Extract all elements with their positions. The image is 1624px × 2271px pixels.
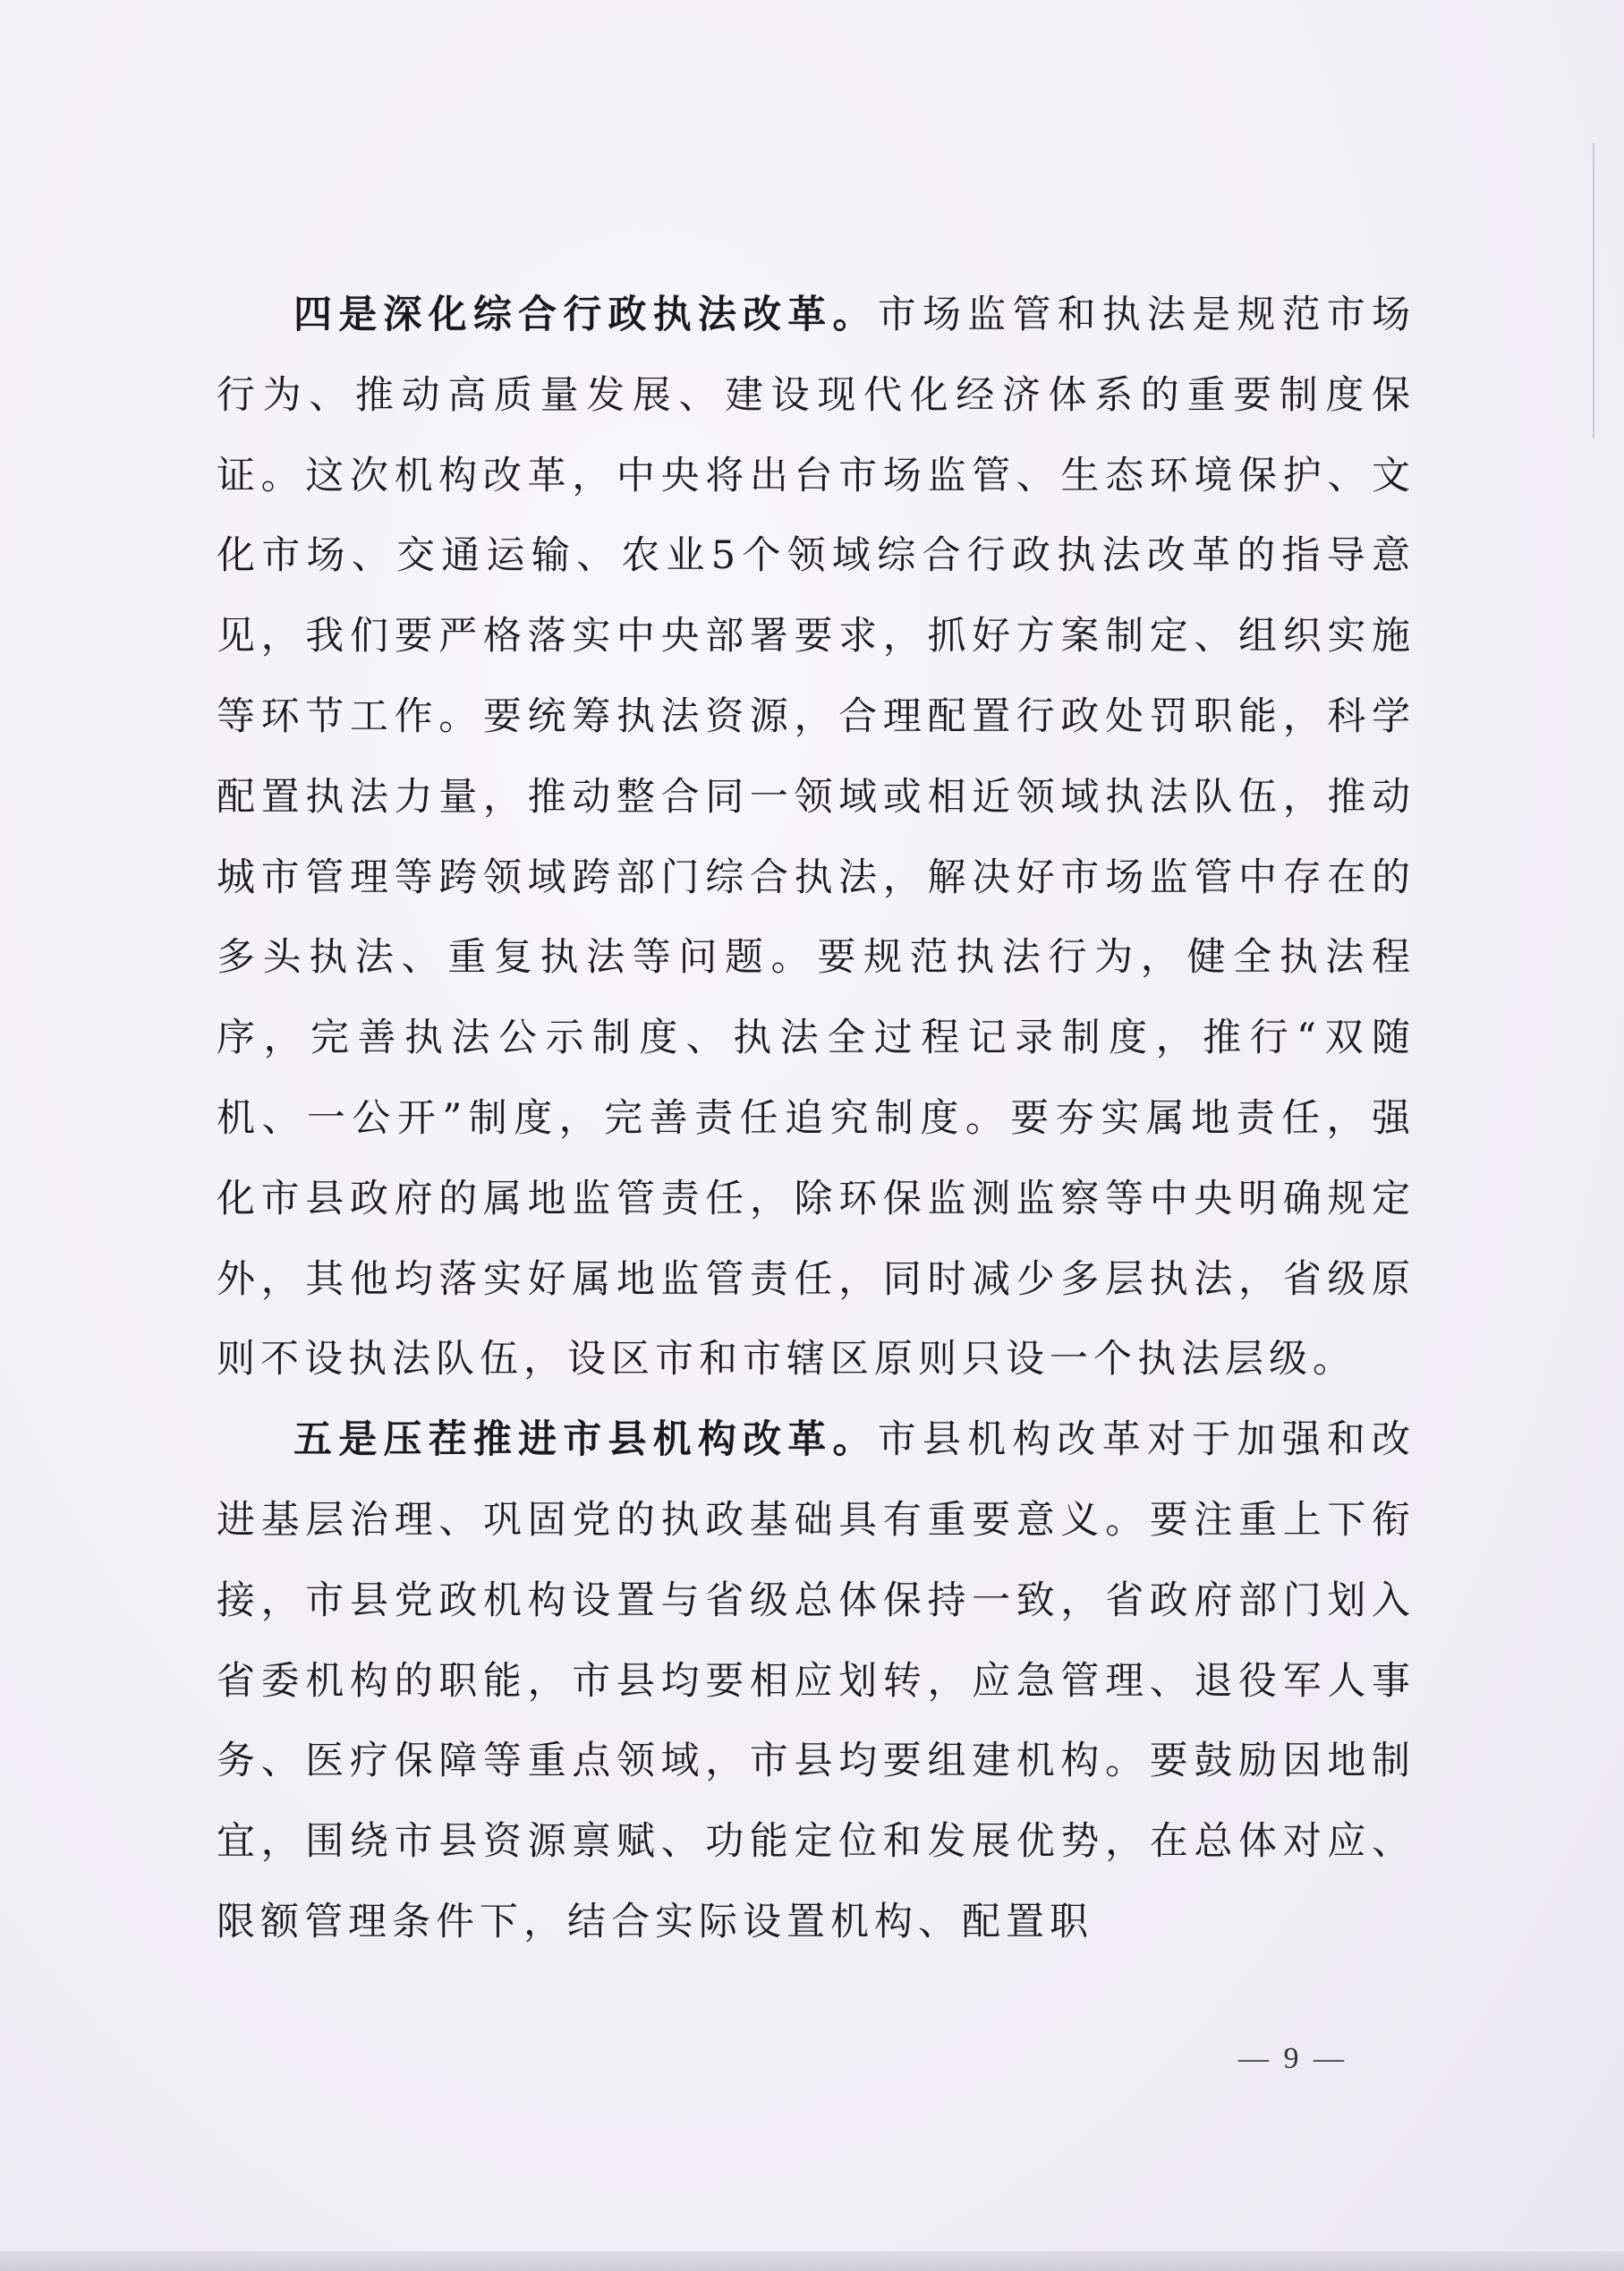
paragraph-text: 市县机构改革对于加强和改进基层治理、巩固党的执政基础具有重要意义。要注重上下衔接，市县党政机构设置与省级总体保持一致，省政府部门划入省委机构的职能，市县均要相应划转，应急管理、退役军人事务、医疗保障等重点领域，市县均要组建机构。要鼓励因地制宜，围绕市县资源禀赋、功能定位和发展优势，在总体对应、限额管理条件下，结合实际设置机构、配置职 [217,1417,1416,1944]
paragraph-text: 市场监管和执法是规范市场行为、推动高质量发展、建设现代化经济体系的重要制度保证。这次机构改革，中央将出台市场监管、生态环境保护、文化市场、交通运输、农业5个领域综合行政执法改革的指导意见，我们要严格落实中央部署要求，抓好方案制定、组织实施等环节工作。要统筹执法资源，合理配置行政处罚职能，科学配置执法力量，推动整合同一领域或相近领域执法队伍，推动城市管理等跨领域跨部门综合执法，解决好市场监管中存在的多头执法、重复执法等问题。要规范执法行为，健全执法程序，完善执法公示制度、执法全过程记录制度，推行“双随机、一公开”制度，完善责任追究制度。要夯实属地责任，强化市县政府的属地监管责任，除环保监测监察等中央明确规定外，其他均落实好属地监管责任，同时减少多层执法，省级原则不设执法队伍，设区市和市辖区原则只设一个执法层级。 [217,293,1416,1382]
paragraph-lead: 五是压茬推进市县机构改革。 [293,1417,878,1463]
document-body [217,276,1416,1963]
paragraph-four [217,276,1416,1400]
paragraph-five [217,1400,1416,1963]
paragraph-lead: 四是深化综合行政执法改革。 [293,293,878,337]
scan-edge-line [1593,143,1594,438]
scan-bottom-edge [0,2251,1624,2271]
page-number: — 9 — [1238,2042,1348,2075]
